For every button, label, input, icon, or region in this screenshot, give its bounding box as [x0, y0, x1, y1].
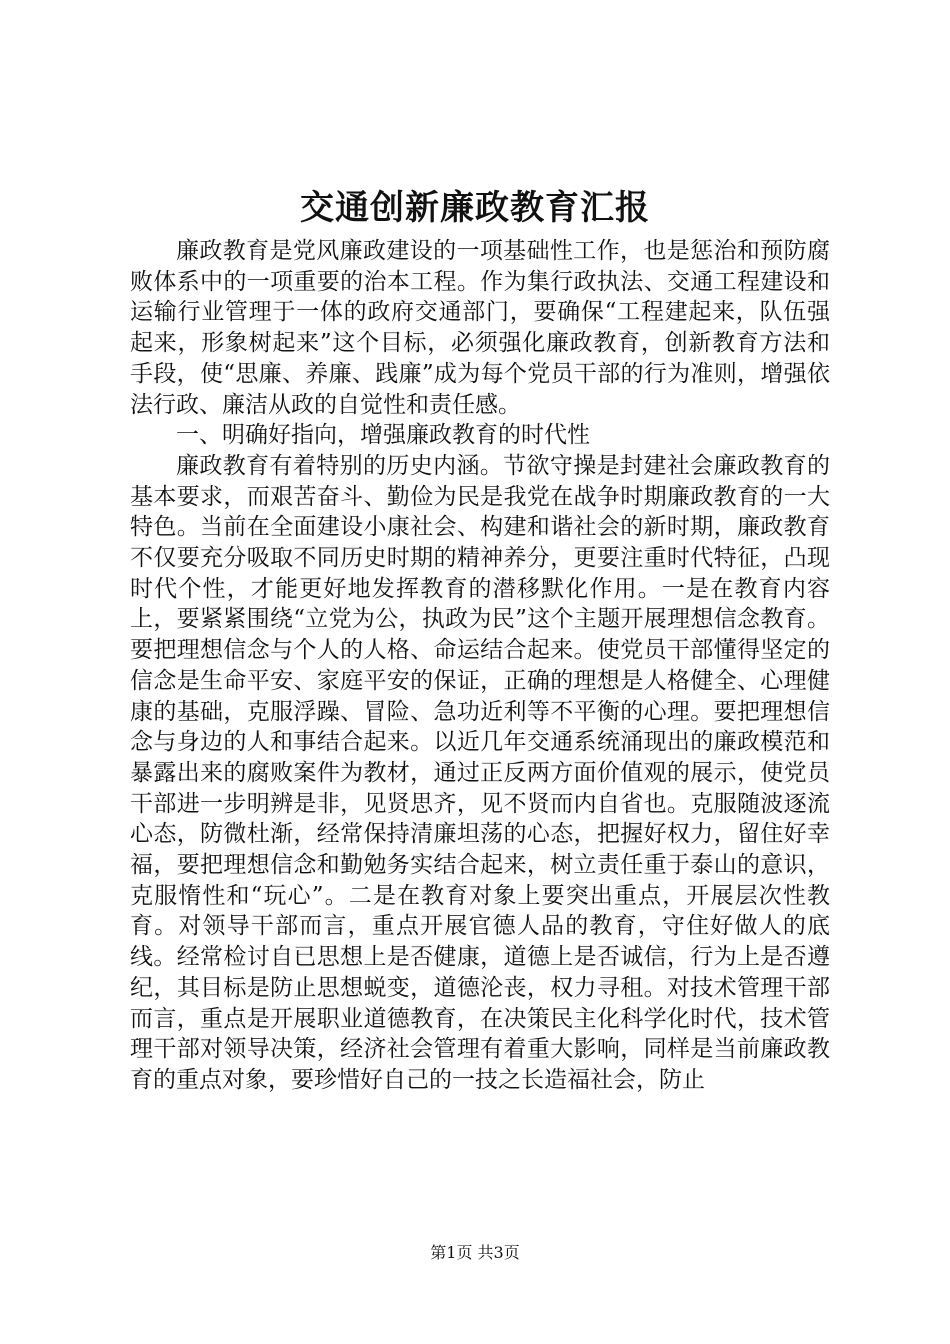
paragraph-section-1: 廉政教育有着特别的历史内涵。节欲守操是封建社会廉政教育的基本要求，而艰苦奋斗、勤俭为民是我党在战争时期廉政教育的一大特色。当前在全面建设小康社会、构建和谐社会的新时期，廉政教育不仅要充分吸取不同历史时期的精神养分，更要注重时代特征，凸现时代个性，才能更好地发挥教育的潜移默化作用。一是在教育内容上，要紧紧围绕“立党为公，执政为民”这个主题开展理想信念教育。要把理想信念与个人的人格、命运结合起来。使党员干部懂得坚定的信念是生命平安、家庭平安的保证，正确的理想是人格健全、心理健康的基础，克服浮躁、冒险、急功近利等不平衡的心理。要把理想信念与身边的人和事结合起来。以近几年交通系统涌现出的廉政模范和暴露出来的腐败案件为教材，通过正反两方面价值观的展示，使党员干部进一步明辨是非，见贤思齐，见不贤而内自省也。克服随波逐流心态，防微杜渐，经常保持清廉坦荡的心态，把握好权力，留住好幸福，要把理想信念和勤勉务实结合起来，树立责任重于泰山的意识，克服惰性和“玩心”。二是在教育对象上要突出重点，开展层次性教育。对领导干部而言，重点开展官德人品的教育，守住好做人的底线。经常检讨自已思想上是否健康，道德上是否诚信，行为上是否遵纪，其目标是防止思想蜕变，道德沦丧，权力寻租。对技术管理干部而言，重点是开展职业道德教育，在决策民主化科学化时代，技术管理干部对领导决策，经济社会管理有着重大影响，同样是当前廉政教育的重点对象，要珍惜好自己的一技之长造福社会，防止: [130, 452, 830, 1093]
document-title: 交通创新廉政教育汇报: [300, 188, 650, 228]
page-number-footer: 第1页 共3页: [430, 1243, 520, 1262]
document-body: [130, 236, 830, 1096]
section-heading-1: 一、明确好指向，增强廉政教育的时代性: [176, 422, 590, 449]
paragraph-intro: 廉政教育是党风廉政建设的一项基础性工作，也是惩治和预防腐败体系中的一项重要的治本工程。作为集行政执法、交通工程建设和运输行业管理于一体的政府交通部门，要确保“工程建起来，队伍强起来，形象树起来”这个目标，必须强化廉政教育，创新教育方法和手段，使“思廉、养廉、践廉”成为每个党员干部的行为准则，增强依法行政、廉洁从政的自觉性和责任感。: [130, 238, 830, 418]
